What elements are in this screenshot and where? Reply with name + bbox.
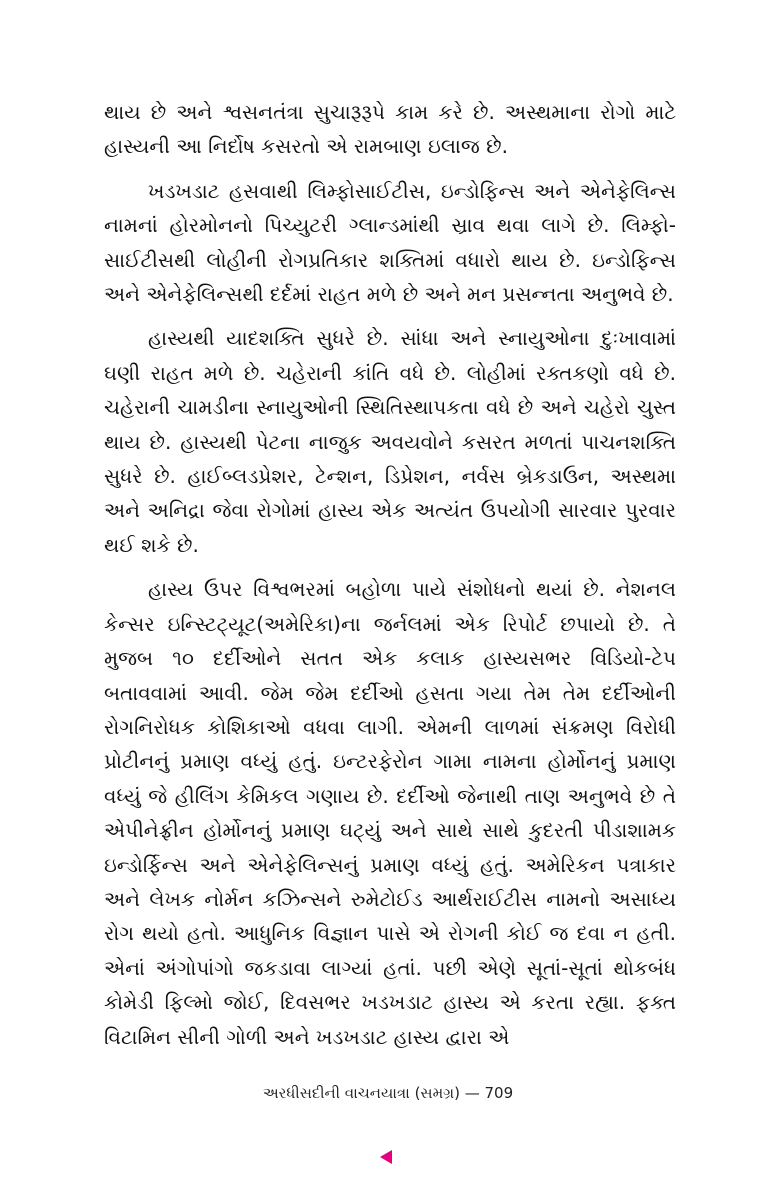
page-footer: અરધીસદીની વાચનયાત્રા (સમગ્ર) — 709 xyxy=(262,1084,514,1102)
paragraph-4: હાસ્ય ઉપર વિશ્વભરમાં બહોળા પાયે સંશોધનો થયાં છે. નેશનલ કેન્સર ઇન્સ્ટિટ્યૂટ(અમેરિકા)ના જર્નલમાં એક રિપોર્ટ છપાયો છે. તે મુજબ ૧૦ દર્દીઓને સતત એક કલાક હાસ્યસભર વિડિયો-ટેપ બતાવવામાં આવી. જેમ જેમ દર્દીઓ હસતા ગયા તેમ તેમ દર્દીઓની રોગનિરોધક કોશિકાઓ વધવા લાગી. એમની લાળમાં સંક્રમણ વિરોધી પ્રોટીનનું પ્રમાણ વધ્યું હતું. ઇન્ટરફેરોન ગામા નામના હોર્મોનનું પ્રમાણ વધ્યું જે હીલિંગ કેમિકલ ગણાય છે. દર્દીઓ જેનાથી તાણ અનુભવે છે તે એપીનેફ્રીન હોર્મોનનું પ્રમાણ ઘટ્યું અને સાથે સાથે કુદરતી પીડાશામક ઇન્ડોર્ફિન્સ અને એનેફેલિન્સનું પ્રમાણ વધ્યું હતું. અમેરિકન પત્રાકાર અને લેખક નોર્મન કઝિન્સને રુમેટોઈડ આર્થરાઈટીસ નામનો અસાધ્ય રોગ થયો હતો. આધુનિક વિજ્ઞાન પાસે એ રોગની કોઈ જ દવા ન હતી. એનાં અંગોપાંગો જકડાવા લાગ્યાં હતાં. પછી એણે સૂતાં-સૂતાં થોકબંધ કોમેડી ફિલ્મો જોઈ, દિવસભર ખડખડાટ હાસ્ય એ કરતા રહ્યા. ફક્ત વિટામિન સીની ગોળી અને ખડખડાટ હાસ્ય દ્વારા એ xyxy=(104,577,676,1049)
paragraph-1: થાય છે અને શ્વસનતંત્રા સુચારૂરૂપે કામ કરે છે. અસ્થમાના રોગો માટે હાસ્યની આ નિર્દોષ કસરતો એ રામબાણ ઇલાજ છે. xyxy=(104,100,676,159)
paragraph-3: હાસ્યથી યાદશક્તિ સુધરે છે. સાંધા અને સ્નાયુઓના દુઃખાવામાં ઘણી રાહત મળે છે. ચહેરાની કાંતિ વધે છે. લોહીમાં રક્તકણો વધે છે. ચહેરાની ચામડીના સ્નાયુઓની સ્થિતિસ્થાપકતા વધે છે અને ચહેરો ચુસ્ત થાય છે. હાસ્યથી પેટના નાજુક અવયવોને કસરત મળતાં પાચનશક્તિ સુધરે છે. હાઈબ્લડપ્રેશર, ટેન્શન, ડિપ્રેશન, નર્વસ બ્રેકડાઉન, અસ્થમા અને અનિદ્રા જેવા રોગોમાં હાસ્ય એક અત્યંત ઉપયોગી સારવાર પુરવાર થઈ શકે છે. xyxy=(104,326,676,557)
page-body xyxy=(104,95,676,1064)
previous-page-arrow-icon[interactable] xyxy=(380,1150,392,1164)
paragraph-2: ખડખડાટ હસવાથી લિમ્ફોસાઈટીસ, ઇન્ડોફિન્સ અને એનેફેલિન્સ નામનાં હોરમોનનો પિચ્યુટરી ગ્લાન્ડમાંથી સ્રાવ થવા લાગે છે. લિમ્ફો-સાઈટીસથી લોહીની રોગપ્રતિકાર શક્તિમાં વધારો થાય છે. ઇન્ડોફિન્સ અને એનેફેલિન્સથી દર્દમાં રાહત મળે છે અને મન પ્રસન્નતા અનુભવે છે. xyxy=(104,178,676,307)
